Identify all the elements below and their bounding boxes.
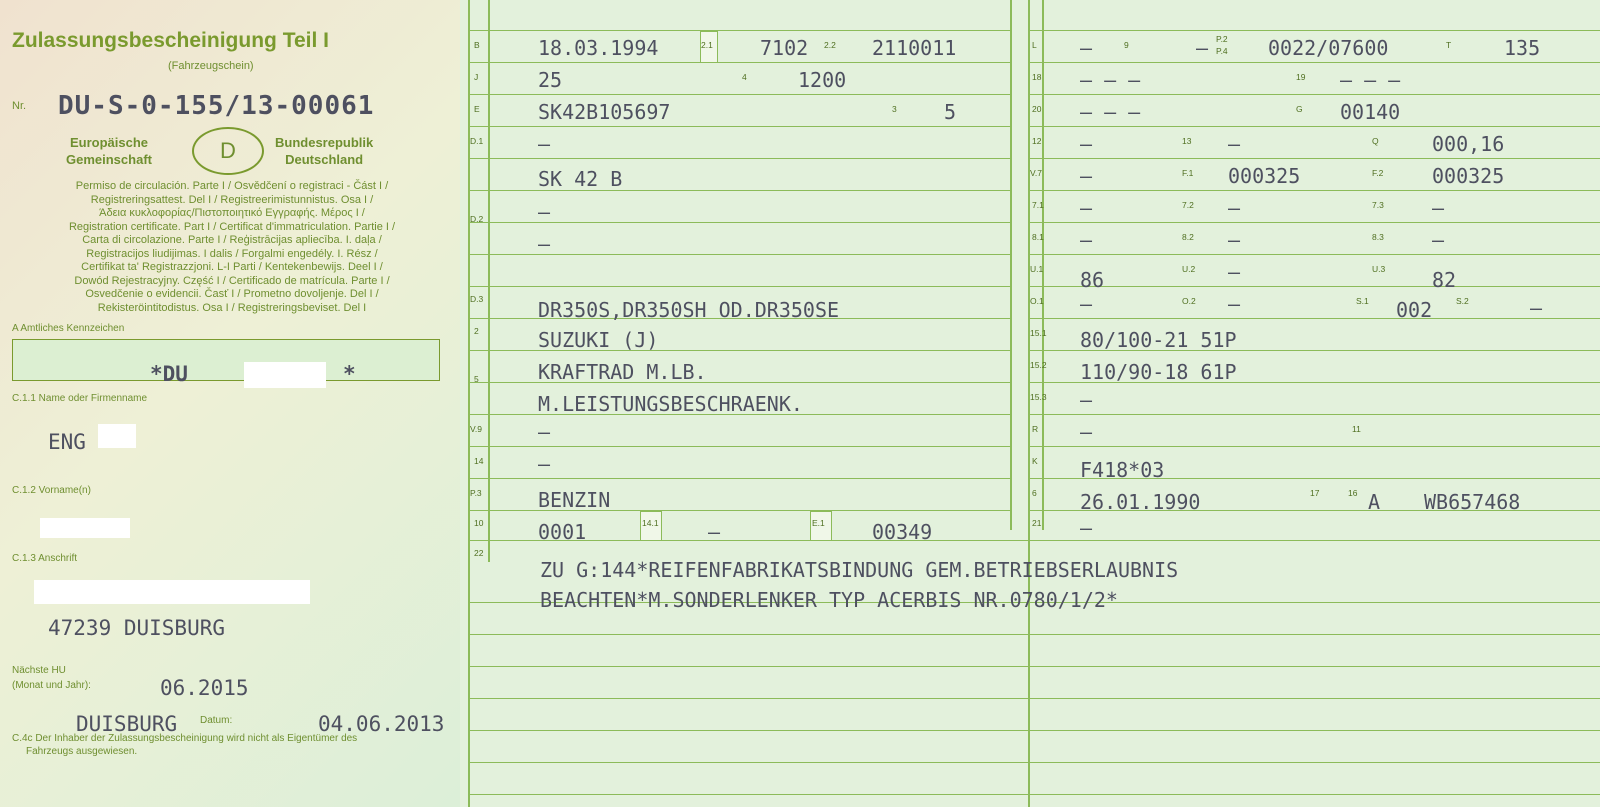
field-8-1: – (1080, 228, 1093, 252)
field-20: – – – (1080, 100, 1141, 124)
field-code: D.1 (470, 136, 484, 146)
field-code: 20 (1032, 104, 1042, 114)
field-d1: – (538, 132, 551, 156)
eu-label (66, 134, 152, 168)
field-code: U.3 (1372, 264, 1386, 274)
date-label: Datum: (200, 715, 233, 726)
brd-label-line2: Deutschland (285, 152, 364, 167)
field-7-1: – (1080, 196, 1093, 220)
row-line (1028, 126, 1600, 127)
field-code: E.1 (812, 518, 825, 528)
row-line (1028, 318, 1600, 319)
owner-name: ENG (48, 430, 86, 454)
field-l-axles: – (1080, 36, 1093, 60)
field-f2-perm-mass: 000325 (1432, 164, 1505, 188)
row-line (468, 540, 1600, 541)
field-code: S.1 (1356, 296, 1369, 306)
field-code: V.9 (470, 424, 482, 434)
document-title: Zulassungsbescheinigung Teil I (12, 29, 329, 52)
field-code: 8.1 (1032, 232, 1044, 242)
field-code: 2.1 (701, 40, 713, 50)
redaction-plate (244, 362, 326, 388)
field-u2: – (1228, 260, 1241, 284)
row-line (1028, 254, 1600, 255)
divider-middle (1010, 0, 1012, 530)
field-code: Q (1372, 136, 1379, 146)
field-code: 7.1 (1032, 200, 1044, 210)
field-code: S.2 (1456, 296, 1469, 306)
field-g-mass: 00140 (1340, 100, 1401, 124)
field-code: F.2 (1372, 168, 1384, 178)
field-j: 25 (538, 68, 563, 92)
field-9: – (1196, 36, 1209, 60)
multilanguage-titles (18, 180, 446, 315)
row-line (1028, 94, 1600, 95)
field-14: – (538, 452, 551, 476)
name-label: C.1.1 Name oder Firmenname (12, 393, 148, 404)
multilang-line: Registration certificate. Part I / Certificat d'immatriculation. Partie I / (68, 220, 396, 233)
multilang-line: Osvedčenie o evidencii. Časť I / Prometno dovoljenje. Del I / (85, 288, 379, 300)
field-code: 7.2 (1182, 200, 1194, 210)
field-code: 19 (1296, 72, 1306, 82)
field-k-approval: F418*03 (1080, 458, 1165, 482)
row-line (468, 30, 1010, 31)
field-code: 9 (1124, 40, 1129, 50)
row-line (1028, 158, 1600, 159)
plate-box (12, 339, 440, 381)
field-code: R (1032, 424, 1039, 434)
field-code: 14 (474, 456, 484, 466)
divider-left (468, 0, 470, 807)
row-line (468, 698, 1600, 699)
field-10: 0001 (538, 520, 587, 544)
field-e1: 00349 (872, 520, 933, 544)
field-code: 18 (1032, 72, 1042, 82)
divider-middle-2 (1028, 0, 1030, 807)
row-line (468, 730, 1600, 731)
field-f1-max-mass: 000325 (1228, 164, 1301, 188)
field-2-manufacturer: SUZUKI (J) (538, 328, 659, 352)
field-5-body: M.LEISTUNGSBESCHRAENK. (538, 392, 803, 416)
field-14-1: – (708, 520, 721, 544)
issuing-place: DUISBURG (76, 712, 178, 736)
field-code: 13 (1182, 136, 1192, 146)
field-code: O.2 (1182, 296, 1196, 306)
field-7-3: – (1432, 196, 1445, 220)
multilang-line: Άδεια κυκλοφορίας/Πιστοποιητικό Εγγραφής. Μέρος I / (99, 207, 365, 219)
field-code: E (474, 104, 480, 114)
field-21: – (1080, 516, 1093, 540)
field-code: 22 (474, 548, 484, 558)
row-line (468, 762, 1600, 763)
field-q: 000,16 (1432, 132, 1505, 156)
field-code: D.2 (470, 214, 484, 224)
field-b-first-registration: 18.03.1994 (538, 36, 659, 60)
field-code: 6 (1032, 488, 1037, 498)
field-o2: – (1228, 292, 1241, 316)
brd-label (275, 134, 373, 168)
row-line (468, 446, 1010, 447)
eu-label-line1: Europäische (69, 135, 148, 150)
row-line (1028, 446, 1600, 447)
row-line (468, 478, 1010, 479)
field-o1: – (1080, 292, 1093, 316)
next-inspection: 06.2015 (160, 676, 249, 700)
field-19: – – – (1340, 68, 1401, 92)
city-line: 47239 DUISBURG (48, 616, 226, 640)
field-code: 2 (474, 326, 479, 336)
brd-label-line1: Bundesrepublik (275, 135, 374, 150)
certificate-stub (0, 0, 460, 807)
field-6-approval-date: 26.01.1990 (1080, 490, 1201, 514)
field-code: 11 (1352, 424, 1361, 434)
field-code: 10 (474, 518, 484, 528)
field-code: B (474, 40, 480, 50)
field-2-2: 2110011 (872, 36, 957, 60)
field-code: P.2 (1216, 34, 1228, 44)
field-code: T (1446, 40, 1452, 50)
row-line (1028, 30, 1600, 31)
row-line (1028, 222, 1600, 223)
row-line (1028, 62, 1600, 63)
field-16: A (1368, 490, 1381, 514)
field-d2-type: SK 42 B (538, 167, 623, 191)
field-code: P.4 (1216, 46, 1228, 56)
row-line (1028, 286, 1600, 287)
row-line (1028, 190, 1600, 191)
field-code: 8.3 (1372, 232, 1384, 242)
field-p2-p4-power: 0022/07600 (1268, 36, 1389, 60)
multilang-line: Registracijos liudijimas. I dalis / Forgalmi engedély. I. Rész / (86, 247, 378, 260)
field-d2-variant: – (538, 200, 551, 224)
row-line (468, 794, 1600, 795)
field-e-vin: SK42B105697 (538, 100, 671, 124)
field-16-number: WB657468 (1424, 490, 1521, 514)
row-line (468, 94, 1010, 95)
field-s1-seats: 002 (1396, 298, 1433, 322)
field-code: 21 (1032, 518, 1042, 528)
row-line (468, 666, 1600, 667)
field-code: U.1 (1030, 264, 1044, 274)
plate-label: A Amtliches Kennzeichen (12, 323, 125, 334)
field-r-colour: – (1080, 420, 1093, 444)
field-code: 8.2 (1182, 232, 1194, 242)
firstname-label: C.1.2 Vorname(n) (12, 485, 91, 496)
number-label: Nr. (12, 100, 27, 112)
remarks-line-2: BEACHTEN*M.SONDERLENKER TYP ACERBIS NR.0780/1/2* (540, 588, 1118, 612)
field-code: 17 (1310, 488, 1320, 498)
field-code: F.1 (1182, 168, 1194, 178)
multilang-line: Certifikat ta' Registrazzjoni. L-I Parti / Kentekenbewijs. Deel I / (81, 261, 383, 273)
field-p3-fuel: BENZIN (538, 488, 611, 512)
field-8-3: – (1432, 228, 1445, 252)
country-oval: D (192, 127, 264, 175)
field-code: U.2 (1182, 264, 1196, 274)
redaction-firstname (40, 518, 130, 538)
field-15-3: – (1080, 388, 1093, 412)
field-code: 15.2 (1030, 360, 1047, 370)
address-label: C.1.3 Anschrift (12, 553, 78, 564)
field-s2: – (1530, 296, 1543, 320)
field-code: 4 (742, 72, 747, 82)
row-line (468, 158, 1010, 159)
document-subtitle: (Fahrzeugschein) (168, 60, 254, 72)
field-7-2: – (1228, 196, 1241, 220)
field-code: V.7 (1030, 168, 1042, 178)
field-code: 3 (892, 104, 897, 114)
field-code: O.1 (1030, 296, 1044, 306)
field-18: – – – (1080, 68, 1141, 92)
c4c-note: C.4c Der Inhaber der Zulassungsbescheinigung wird nicht als Eigentümer des (12, 733, 358, 744)
c4c-note-2: Fahrzeugs ausgewiesen. (26, 746, 138, 757)
plate-number: *DU (150, 362, 188, 386)
field-code: J (474, 72, 479, 82)
field-v7: – (1080, 164, 1093, 188)
field-code: 5 (474, 374, 479, 384)
field-5-class: KRAFTRAD M.LB. (538, 360, 707, 384)
multilang-line: Dowód Rejestracyjny. Część I / Certificado de matrícula. Parte I / (74, 274, 390, 287)
field-code: P.3 (470, 488, 482, 498)
field-d2-version: – (538, 232, 551, 256)
field-2-1: 7102 (760, 36, 809, 60)
document-number: DU-S-0-155/13-00061 (58, 91, 375, 121)
row-line (468, 286, 1010, 287)
field-4: 1200 (798, 68, 847, 92)
remarks-line-1: ZU G:144*REIFENFABRIKATSBINDUNG GEM.BETRIEBSERLAUBNIS (540, 558, 1179, 582)
row-line (468, 126, 1010, 127)
field-12: – (1080, 132, 1093, 156)
field-u3: 82 (1432, 268, 1457, 292)
hu-label: Nächste HU (12, 665, 66, 676)
field-8-2: – (1228, 228, 1241, 252)
redaction-street (34, 580, 310, 604)
field-t-speed: 135 (1504, 36, 1541, 60)
multilang-line: Rekisteröintitodistus. Osa I / Registreringsbeviset. Del I (97, 301, 367, 314)
row-line (1028, 414, 1600, 415)
field-code: 15.3 (1030, 392, 1047, 402)
row-line (468, 634, 1600, 635)
field-code: 12 (1032, 136, 1042, 146)
field-code: D.3 (470, 294, 484, 304)
multilang-line: Carta di circolazione. Parte I / Reģistrācijas apliecība. I. daļa / (82, 234, 382, 246)
field-3: 5 (944, 100, 957, 124)
field-v9: – (538, 420, 551, 444)
field-code: K (1032, 456, 1038, 466)
field-code: 16 (1348, 488, 1358, 498)
field-code: 7.3 (1372, 200, 1384, 210)
field-code: G (1296, 104, 1303, 114)
plate-end: * (343, 362, 356, 386)
field-code: 14.1 (642, 518, 659, 528)
field-code: 2.2 (824, 40, 836, 50)
field-15-2-tyre-rear: 110/90-18 61P (1080, 360, 1237, 384)
multilang-line: Permiso de circulación. Parte I / Osvědčení o registraci - Část I / (75, 180, 389, 192)
field-13: – (1228, 132, 1241, 156)
eu-label-line2: Gemeinschaft (66, 152, 152, 167)
field-code: L (1032, 40, 1037, 50)
redaction-name (98, 424, 136, 448)
field-code: 15.1 (1030, 328, 1047, 338)
row-line (468, 62, 1010, 63)
multilang-line: Registreringsattest. Del I / Registreerimistunnistus. Osa I / (90, 193, 374, 206)
field-u1-noise: 86 (1080, 268, 1105, 292)
issue-date: 04.06.2013 (318, 712, 445, 736)
field-15-1-tyre-front: 80/100-21 51P (1080, 328, 1237, 352)
hu-label-2: (Monat und Jahr): (12, 680, 91, 691)
field-d3-designation: DR350S,DR350SH OD.DR350SE (538, 298, 840, 322)
